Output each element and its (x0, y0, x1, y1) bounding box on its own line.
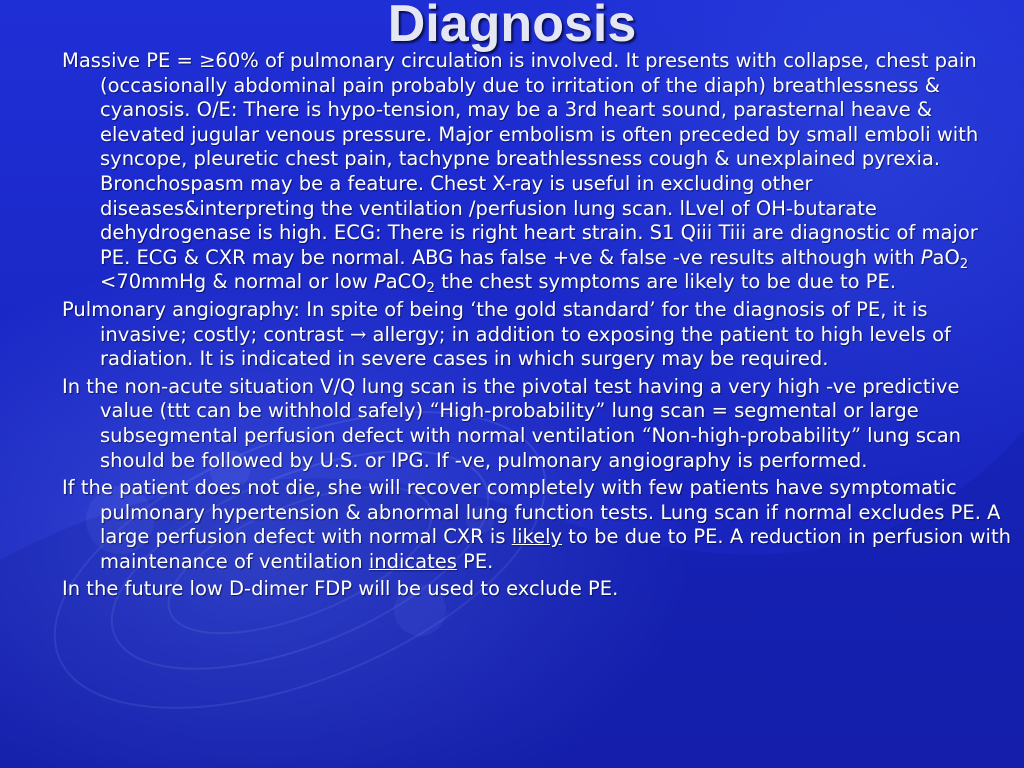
italic-p: P (373, 270, 386, 294)
slide-title: Diagnosis (387, 0, 637, 53)
text-segment: Pulmonary angiography: In spite of being (62, 297, 471, 321)
text-segment: for the diagnosis of PE, it is invasive; costly; contrast (100, 297, 928, 346)
subscript: 2 (426, 281, 435, 297)
text-segment: PE. (456, 549, 494, 573)
paragraph-recovery (62, 476, 1014, 574)
text-segment: 60% of pulmonary circulation is involved. It presents with collapse, chest pain (occasionally abdominal pain probably due to irritation of the diaph) breathlessness & cyanosis. O/E: There is hypo-tension, may be a 3rd heart sound, parasternal heave & elevated jugular venous pressure. Major embolism is often preceded by small emboli with syncope, pleuretic chest pain, tachypne breathlessness cough & unexplained pyrexia. Bronchospasm may be a feature. Chest X-ray is useful in excluding other diseases&interpreting the ventilation /perfusion lung scan. lLvel of OH-butarate dehydrogenase is high. ECG: There is right heart strain. S1 Qiii Tiii are diagnostic of major PE. ECG & CXR may be normal. ABG has false +ve & false -ve results although with (100, 49, 979, 269)
italic-p: P (920, 245, 933, 269)
open-quote: “ (641, 423, 652, 447)
text-segment: High-probability (439, 399, 596, 423)
paragraph-pulmonary-angiography (62, 298, 1014, 372)
paragraph-massive-pe (62, 49, 1014, 295)
text-segment: the chest symptoms are likely to be due to PE. (434, 270, 897, 294)
indicates-link[interactable]: indicates (368, 549, 457, 573)
text-segment: Massive PE = (62, 49, 200, 72)
open-quote: ‘ (470, 297, 477, 321)
likely-link[interactable]: likely (511, 525, 563, 549)
text-segment: to be due to PE. A reduction in perfusion with maintenance of ventilation (100, 525, 1011, 573)
text-segment: <70mmHg & normal or low (100, 270, 374, 294)
slide-body (62, 49, 1014, 602)
text-segment: the gold standard (476, 297, 650, 321)
pao2-text: aO (932, 245, 960, 269)
close-quote: ” (595, 399, 606, 423)
greater-equal-symbol: ≥ (199, 49, 216, 72)
paragraph-d-dimer (62, 577, 1014, 602)
close-quote: ” (850, 423, 861, 447)
paragraph-vq-lung-scan (62, 375, 1014, 473)
text-segment: allergy; in addition to exposing the patient to high levels of radiation. It is indicated in severe cases in which surgery may be required. (100, 322, 951, 371)
text-segment: In the future low D-dimer FDP will be used to exclude PE. (62, 577, 619, 601)
text-segment: In the non-acute situation V/Q lung scan is the pivotal test having a very high -ve predictive value (ttt can be withhold safely) (62, 374, 960, 423)
text-segment: lung scan = segmental or large subsegmental perfusion defect with normal ventilation (100, 399, 919, 447)
arrow-icon: → (349, 322, 367, 346)
close-quote: ’ (649, 297, 656, 321)
text-segment: lung scan should be followed by U.S. or IPG. If -ve, pulmonary angiography is performed. (100, 423, 962, 472)
open-quote: “ (429, 399, 440, 423)
subscript: 2 (959, 256, 969, 272)
text-segment: If the patient does not die, she will recover completely with few patients have symptomatic pulmonary hypertension & abnormal lung function tests. Lung scan if normal excludes PE. A large perfusion defect with normal CXR is (62, 476, 1001, 549)
text-segment: Non-high-probability (651, 423, 851, 447)
paco2-text: aCO (385, 270, 427, 294)
